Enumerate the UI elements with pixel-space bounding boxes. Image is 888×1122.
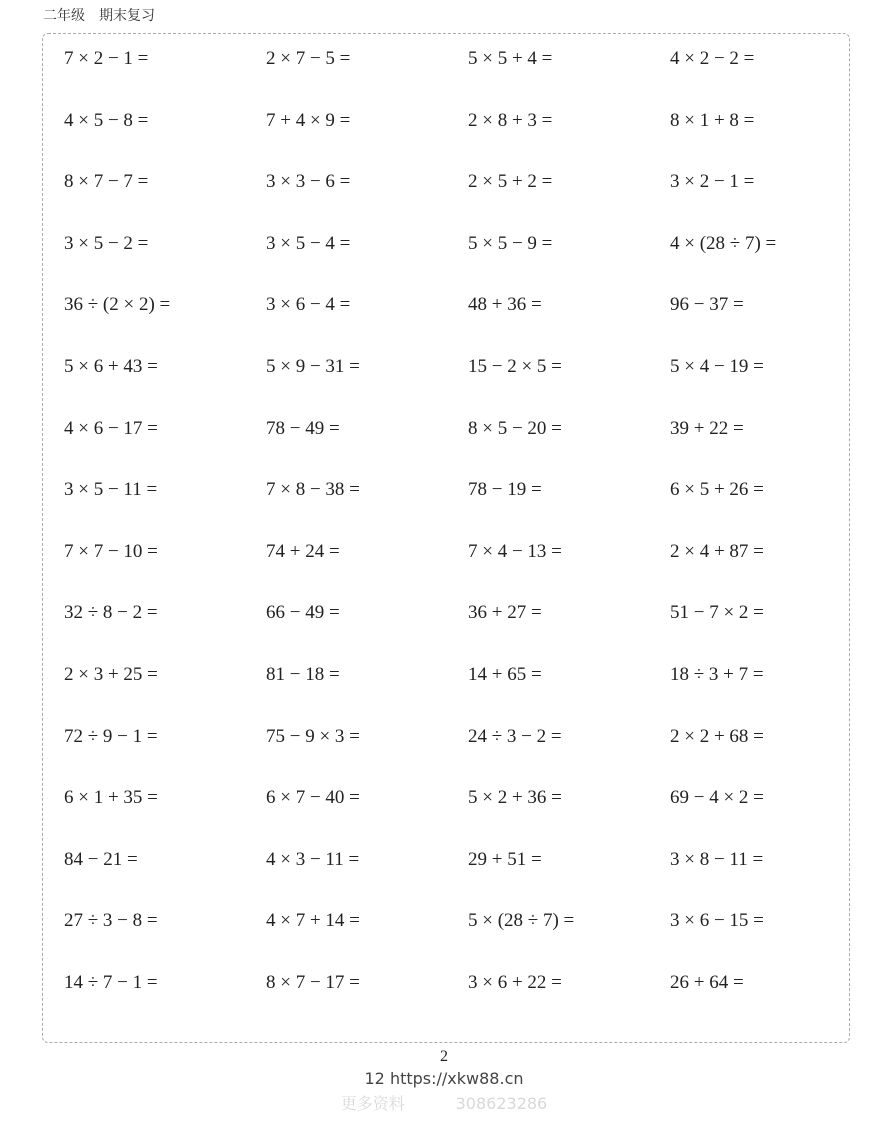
math-problem: 18 ÷ 3 + 7 = — [670, 663, 764, 685]
math-problem: 75 − 9 × 3 = — [266, 725, 360, 747]
grade-label: 二年级 — [43, 8, 85, 24]
page-header — [43, 5, 155, 25]
math-problem: 51 − 7 × 2 = — [670, 602, 764, 624]
math-problem: 36 ÷ (2 × 2) = — [64, 294, 171, 316]
math-problem: 74 + 24 = — [266, 540, 340, 562]
math-problem: 2 × 3 + 25 = — [64, 663, 158, 685]
math-problem: 5 × 5 + 4 = — [468, 48, 553, 69]
math-problem: 3 × 6 − 15 = — [670, 910, 764, 932]
math-problem: 4 × 6 − 17 = — [64, 417, 158, 439]
math-problem: 7 × 8 − 38 = — [266, 479, 360, 501]
math-problem: 4 × 3 − 11 = — [266, 848, 360, 870]
math-problem: 26 + 64 = — [670, 971, 744, 993]
math-problem: 81 − 18 = — [266, 663, 340, 685]
math-problem: 3 × 6 − 4 = — [266, 294, 351, 316]
math-problem: 8 × 7 − 17 = — [266, 971, 360, 993]
math-problem: 5 × 5 − 9 = — [468, 232, 553, 254]
page-number: 2 — [440, 1048, 448, 1065]
math-problem: 78 − 19 = — [468, 479, 542, 501]
math-problem: 3 × 8 − 11 = — [670, 848, 764, 870]
math-problem: 7 × 7 − 10 = — [64, 540, 158, 562]
math-problem: 5 × 4 − 19 = — [670, 355, 764, 377]
math-problem: 2 × 7 − 5 = — [266, 48, 351, 69]
footer-link[interactable]: 12 https://xkw88.cn — [364, 1069, 524, 1088]
math-problem: 3 × 3 − 6 = — [266, 171, 351, 193]
math-problem: 7 × 2 − 1 = — [64, 48, 149, 69]
math-problem: 7 + 4 × 9 = — [266, 109, 351, 131]
math-problem: 69 − 4 × 2 = — [670, 787, 764, 809]
math-problem: 3 × 5 − 2 = — [64, 232, 149, 254]
math-problem: 84 − 21 = — [64, 848, 138, 870]
math-problem: 4 × 2 − 2 = — [670, 48, 755, 69]
math-problem: 24 ÷ 3 − 2 = — [468, 725, 562, 747]
exercise-grid — [64, 46, 872, 1032]
math-problem: 32 ÷ 8 − 2 = — [64, 602, 158, 624]
math-problem: 66 − 49 = — [266, 602, 340, 624]
math-problem: 6 × 5 + 26 = — [670, 479, 764, 501]
math-problem: 4 × (28 ÷ 7) = — [670, 232, 777, 254]
math-problem: 8 × 5 − 20 = — [468, 417, 562, 439]
math-problem: 78 − 49 = — [266, 417, 340, 439]
math-problem: 39 + 22 = — [670, 417, 744, 439]
math-problem: 3 × 5 − 11 = — [64, 479, 158, 501]
math-problem: 6 × 1 + 35 = — [64, 787, 158, 809]
math-problem: 3 × 6 + 22 = — [468, 971, 562, 993]
math-problem: 2 × 2 + 68 = — [670, 725, 764, 747]
math-problem: 4 × 7 + 14 = — [266, 910, 360, 932]
math-problem: 6 × 7 − 40 = — [266, 787, 360, 809]
math-problem: 5 × 6 + 43 = — [64, 355, 158, 377]
watermark: 更多资料 308623286 — [340, 1094, 548, 1113]
math-problem: 8 × 7 − 7 = — [64, 171, 149, 193]
math-problem: 15 − 2 × 5 = — [468, 355, 562, 377]
math-problem: 14 ÷ 7 − 1 = — [64, 971, 158, 993]
math-problem: 14 + 65 = — [468, 663, 542, 685]
math-problem: 29 + 51 = — [468, 848, 542, 870]
math-problem: 3 × 5 − 4 = — [266, 232, 351, 254]
math-problem: 2 × 4 + 87 = — [670, 540, 764, 562]
math-problem: 2 × 8 + 3 = — [468, 109, 553, 131]
math-problem: 4 × 5 − 8 = — [64, 109, 149, 131]
math-problem: 5 × 9 − 31 = — [266, 355, 360, 377]
header-title: 期末复习 — [99, 8, 155, 24]
math-problem: 48 + 36 = — [468, 294, 542, 316]
math-problem: 72 ÷ 9 − 1 = — [64, 725, 158, 747]
math-problem: 5 × 2 + 36 = — [468, 787, 562, 809]
math-problem: 36 + 27 = — [468, 602, 542, 624]
math-problem: 5 × (28 ÷ 7) = — [468, 910, 575, 932]
math-problem: 8 × 1 + 8 = — [670, 109, 755, 131]
math-problem: 3 × 2 − 1 = — [670, 171, 755, 193]
math-problem: 27 ÷ 3 − 8 = — [64, 910, 158, 932]
math-problem: 96 − 37 = — [670, 294, 744, 316]
math-problem: 2 × 5 + 2 = — [468, 171, 553, 193]
math-problem: 7 × 4 − 13 = — [468, 540, 562, 562]
